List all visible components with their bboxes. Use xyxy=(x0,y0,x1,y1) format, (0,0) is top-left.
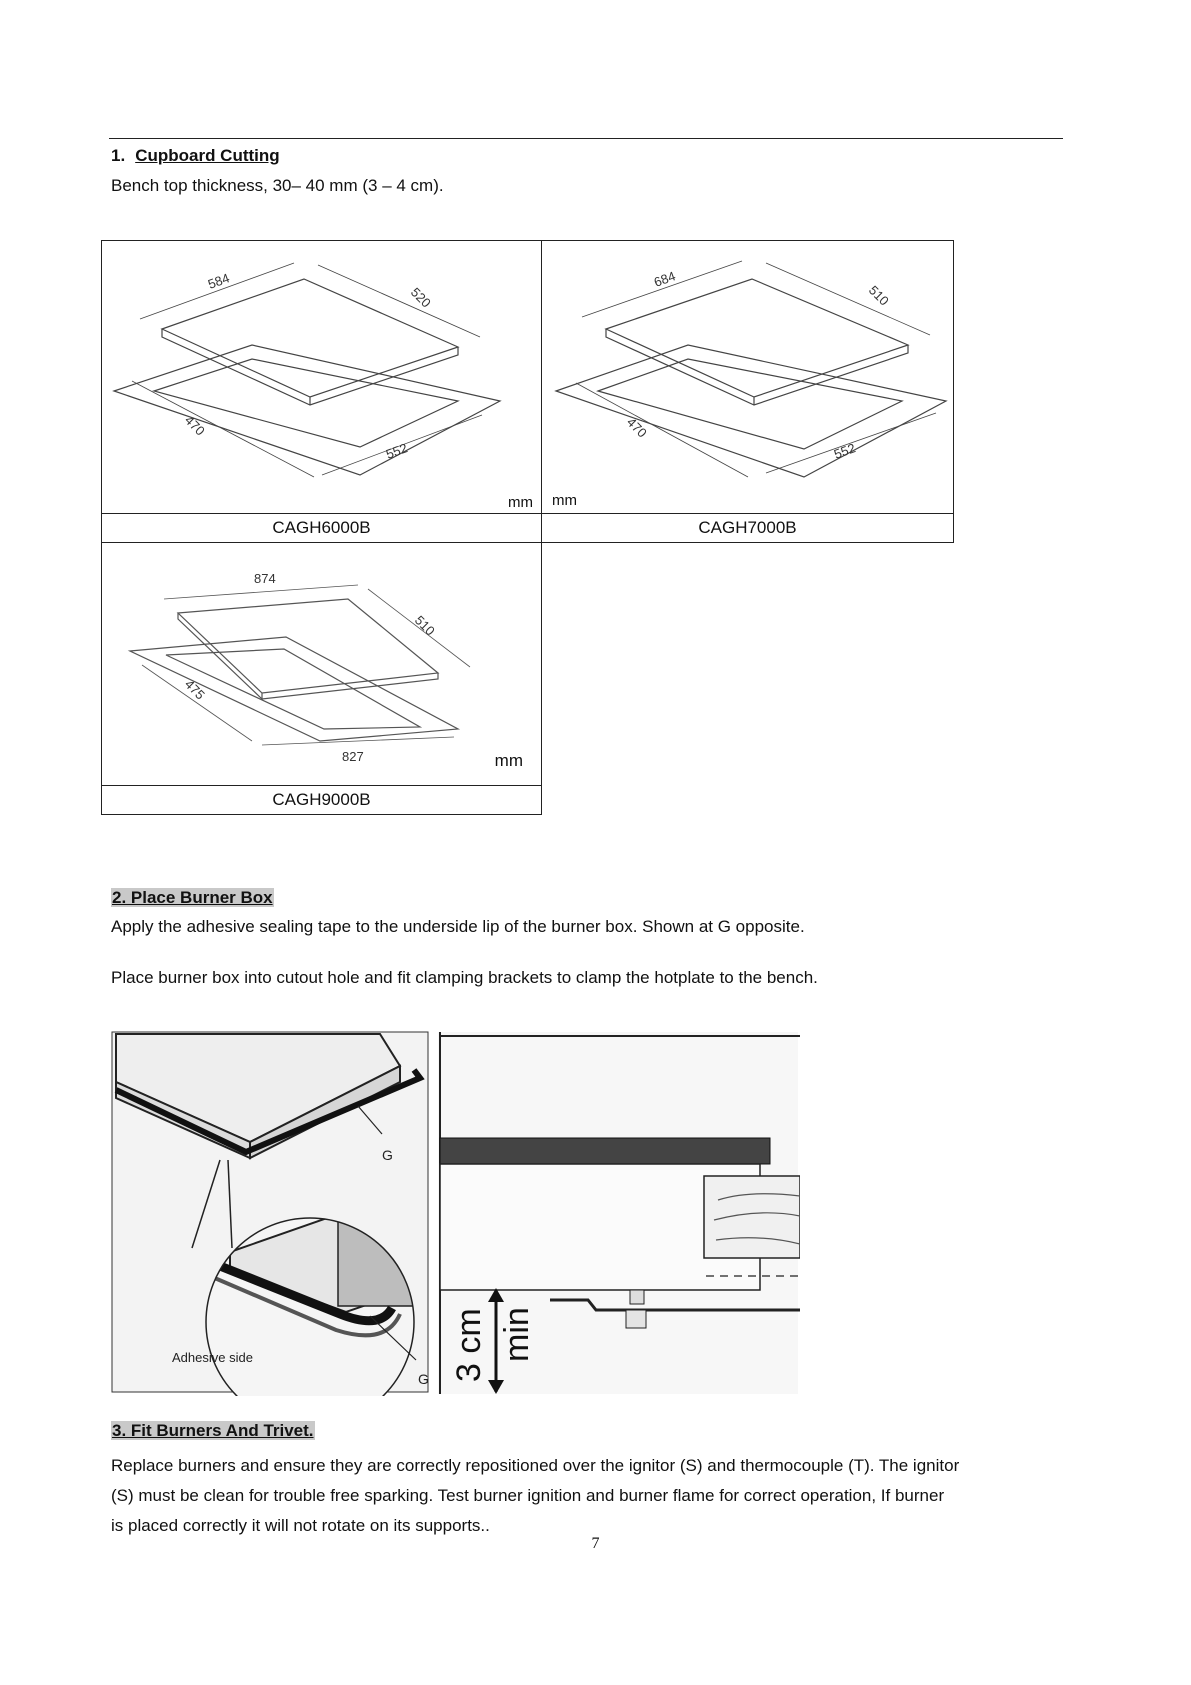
cagh7000b-dim-top-width: 684 xyxy=(651,268,678,290)
cagh9000b-dim-top-depth: 510 xyxy=(411,612,438,639)
section2-heading xyxy=(111,888,274,908)
burner-box-drawing xyxy=(110,1030,800,1396)
caption-cagh7000b: CAGH7000B xyxy=(541,513,954,543)
section3-title: 3. Fit Burners And Trivet. xyxy=(112,1421,314,1440)
section1-number: 1. xyxy=(111,146,126,165)
burner-box-figure xyxy=(110,1030,800,1396)
caption-cagh6000b: CAGH6000B xyxy=(101,513,542,543)
cagh7000b-dim-cut-depth: 470 xyxy=(623,414,650,441)
cagh9000b-drawing xyxy=(102,543,541,785)
section1-heading xyxy=(111,146,280,166)
section3-heading xyxy=(111,1421,315,1441)
section3-line1: Replace burners and ensure they are correctly repositioned over the ignitor (S) and thermocouple (T). The ignitor xyxy=(111,1456,960,1475)
label-g-top: G xyxy=(382,1147,393,1163)
cagh6000b-dim-top-depth: 520 xyxy=(407,284,434,311)
figure-cagh9000b xyxy=(101,542,542,786)
cagh9000b-unit: mm xyxy=(494,751,523,770)
label-3cm: 3 cm xyxy=(450,1308,488,1382)
section3-line2: (S) must be clean for trouble free sparking. Test burner ignition and burner flame for correct operation, If burner xyxy=(111,1486,945,1505)
cutout-figure-table xyxy=(101,240,954,814)
section2-para1: Apply the adhesive sealing tape to the underside lip of the burner box. Shown at G opposite. xyxy=(111,917,805,936)
page-number: 7 xyxy=(591,1535,600,1552)
cagh7000b-dim-cut-width: 552 xyxy=(831,440,858,462)
cagh6000b-dim-cut-depth: 470 xyxy=(181,412,208,439)
header-rule xyxy=(109,138,1063,139)
section1-text: Bench top thickness, 30– 40 mm (3 – 4 cm). xyxy=(111,176,444,195)
cagh9000b-dim-cut-depth: 475 xyxy=(181,676,208,703)
section1-title: Cupboard Cutting xyxy=(135,146,280,165)
caption-cagh9000b: CAGH9000B xyxy=(101,785,542,815)
cagh9000b-dim-cut-width: 827 xyxy=(342,749,364,764)
figure-cagh6000b xyxy=(101,240,542,514)
label-adhesive-side: Adhesive side xyxy=(172,1350,253,1365)
section2-para2: Place burner box into cutout hole and fit clamping brackets to clamp the hotplate to the bench. xyxy=(111,968,818,987)
cagh6000b-unit: mm xyxy=(508,494,533,511)
cagh6000b-dim-cut-width: 552 xyxy=(383,440,410,462)
section3-line3: is placed correctly it will not rotate on its supports.. xyxy=(111,1516,490,1535)
cagh6000b-drawing xyxy=(102,241,541,513)
section3-body xyxy=(111,1451,1071,1541)
cagh6000b-dim-top-width: 584 xyxy=(205,270,232,292)
cagh7000b-dim-top-depth: 510 xyxy=(865,282,892,309)
figure-cagh7000b xyxy=(541,240,954,514)
label-g-bottom: G xyxy=(418,1371,429,1387)
cagh9000b-dim-top-width: 874 xyxy=(254,571,276,586)
label-min: min xyxy=(498,1307,536,1362)
section2-title: 2. Place Burner Box xyxy=(112,888,273,907)
cagh7000b-drawing xyxy=(542,241,953,513)
cagh7000b-unit: mm xyxy=(552,492,577,509)
